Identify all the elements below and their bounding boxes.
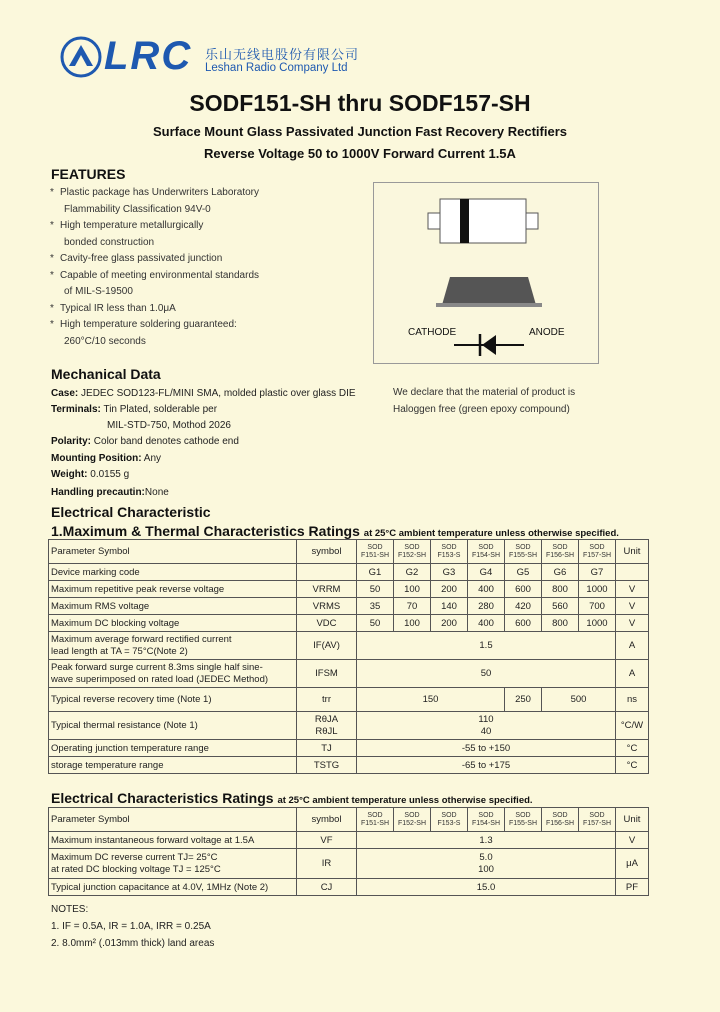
max-ratings-heading: 1.Maximum & Thermal Characteristics Ratings at 25°C ambient temperature unless otherwise specified. <box>51 523 619 539</box>
halogen-declaration: We declare that the material of product is <box>393 387 576 398</box>
feature-item-cont: bonded construction <box>64 236 155 248</box>
cathode-label: CATHODE <box>408 327 457 338</box>
table-row: Maximum average forward rectified current lead length at TA = 75°C(Note 2) IF(AV) 1.5 A <box>49 632 649 660</box>
part-col: SOD F152-SH <box>394 540 431 564</box>
table-row: Maximum DC reverse current TJ= 25°C at rated DC blocking voltage TJ = 125°C IR 5.0 100 μA <box>49 849 649 879</box>
logo-text: LRC <box>104 34 193 78</box>
feature-item: * High temperature metallurgically <box>50 220 204 231</box>
table-row: Typical junction capacitance at 4.0V, 1MHz (Note 2) CJ 15.0 PF <box>49 879 649 896</box>
feature-item: * Plastic package has Underwriters Laboratory <box>50 187 259 198</box>
mechanical-heading: Mechanical Data <box>51 366 161 382</box>
part-col: SOD F155-SH <box>505 540 542 564</box>
features-list <box>50 185 259 350</box>
table-header-row <box>49 540 649 564</box>
part-col: SOD F157-SH <box>579 540 616 564</box>
feature-item: * Capable of meeting environmental standards <box>50 269 260 281</box>
mounting-line: Mounting Position: Any <box>51 453 162 464</box>
table-row: Maximum RMS voltage VRMS 35 70 140 280 420 560 700 V <box>49 598 649 615</box>
table-row: Maximum DC blocking voltage VDC 50 100 200 400 600 800 1000 V <box>49 615 649 632</box>
elec-ratings-table <box>48 807 649 896</box>
company-name-cn: 乐山无线电股份有限公司 <box>205 47 360 62</box>
max-ratings-table <box>48 539 649 774</box>
feature-item-cont: Flammability Classification 94V-0 <box>64 203 211 215</box>
table-row: Typical thermal resistance (Note 1) RθJA RθJL 110 40 °C/W <box>49 712 649 740</box>
header-unit: Unit <box>616 540 649 564</box>
lrc-logo-mark <box>60 36 102 78</box>
table-row: Operating junction temperature range TJ -55 to +150 °C <box>49 740 649 757</box>
table-row: Peak forward surge current 8.3ms single half sine- wave superimposed on rated load (JEDEC Method) IFSM 50 A <box>49 660 649 688</box>
table-row: Device marking code G1 G2 G3 G4 G5 G6 G7 <box>49 564 649 581</box>
part-col: SOD F156-SH <box>542 540 579 564</box>
document-title: SODF151-SH thru SODF157-SH <box>189 90 531 116</box>
feature-item-cont: of MIL-S-19500 <box>64 286 133 297</box>
part-col: SOD F153-S <box>431 540 468 564</box>
weight-line: Weight: 0.0155 g <box>51 469 130 480</box>
terminals-line: Terminals: Tin Plated, solderable per <box>51 404 218 415</box>
header-symbol: symbol <box>297 540 357 564</box>
table-header-row: Parameter Symbol symbol SOD F151-SH SOD F152-SH SOD F153-S SOD F154-SH SOD F155-SH SOD F156-SH SOD F157-SH Unit <box>49 808 649 832</box>
diode-symbol <box>482 335 496 355</box>
electrical-heading: Electrical Characteristic <box>51 504 211 520</box>
note-2: 2. 8.0mm² (.013mm thick) land areas <box>51 938 215 949</box>
part-col: SOD F151-SH <box>357 540 394 564</box>
table-row: Maximum repetitive peak reverse voltage VRRM 50 100 200 400 600 800 1000 V <box>49 581 649 598</box>
package-top-view <box>440 199 526 243</box>
table-row: Maximum instantaneous forward voltage at 1.5A VF 1.3 V <box>49 832 649 849</box>
note-1: 1. IF = 0.5A, IR = 1.0A, IRR = 0.25A <box>51 921 211 932</box>
document-subtitle: Surface Mount Glass Passivated Junction Fast Recovery Rectifiers <box>153 124 567 139</box>
header-param: Parameter Symbol <box>49 540 297 564</box>
part-col: SOD F154-SH <box>468 540 505 564</box>
document-subtitle-ratings: Reverse Voltage 50 to 1000V Forward Current 1.5A <box>204 146 516 161</box>
feature-item: * High temperature soldering guaranteed: <box>50 319 237 330</box>
feature-item: * Cavity-free glass passivated junction <box>50 253 223 264</box>
handling-line: Handling precautin:None <box>51 487 169 498</box>
table-row: Typical reverse recovery time (Note 1) trr 150 250 500 ns <box>49 688 649 712</box>
halogen-declaration-2: Haloggen free (green epoxy compound) <box>393 404 570 415</box>
polarity-line: Polarity: Color band denotes cathode end <box>51 436 239 447</box>
anode-label: ANODE <box>529 327 565 338</box>
package-side-view <box>442 277 536 305</box>
feature-item: * Typical IR less than 1.0μA <box>50 302 176 314</box>
package-diagram <box>373 182 599 364</box>
feature-item-cont: 260°C/10 seconds <box>64 335 146 347</box>
company-name-en: Leshan Radio Company Ltd <box>205 62 348 74</box>
features-heading: FEATURES <box>51 166 126 182</box>
table-row: storage temperature range TSTG -65 to +175 °C <box>49 757 649 774</box>
elec-ratings-heading: Electrical Characteristics Ratings at 25°C ambient temperature unless otherwise specified. <box>51 790 533 806</box>
cathode-band <box>460 199 469 243</box>
terminals-line-2: MIL-STD-750, Mothod 2026 <box>107 420 231 431</box>
case-line: Case: JEDEC SOD123-FL/MINI SMA, molded plastic over glass DIE <box>51 388 356 399</box>
notes-heading: NOTES: <box>51 904 89 915</box>
